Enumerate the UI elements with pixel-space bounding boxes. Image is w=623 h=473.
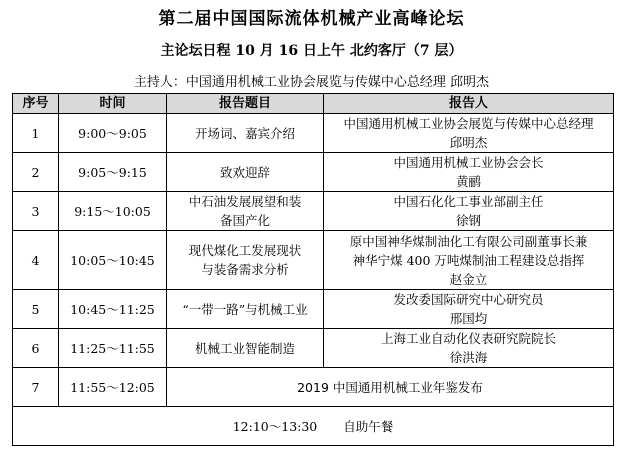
launch-text: 2019 中国通用机械工业年鉴发布 (167, 368, 614, 407)
speaker-line: 徐洪海 (449, 350, 488, 365)
header-speaker: 报告人 (324, 94, 614, 114)
row-topic (167, 290, 324, 329)
speaker-line: 原中国神华煤制油化工有限公司副董事长兼 (349, 233, 588, 249)
row-topic (167, 114, 324, 153)
topic-line: 与装备需求分析 (201, 262, 289, 277)
row-speaker (324, 329, 614, 368)
topic-line: 机械工业智能制造 (194, 340, 295, 356)
speaker-line: 中国通用机械工业协会展览与传媒中心总经理 (343, 116, 594, 131)
row-no: 1 (13, 114, 59, 153)
table-row (13, 329, 614, 368)
row-speaker (324, 114, 614, 153)
topic-line: 备国产化 (219, 213, 270, 228)
table-header-row (13, 94, 614, 114)
speaker-line: 邢国均 (449, 311, 488, 326)
row-time: 9:15～10:05 (59, 192, 167, 231)
table-row (13, 153, 614, 192)
speaker-line: 上海工业自动化仪表研究院院长 (380, 331, 556, 346)
row-time: 11:55～12:05 (59, 368, 167, 407)
agenda-table (12, 93, 614, 446)
speaker-line: 徐钢 (455, 213, 481, 228)
table-row (13, 231, 614, 290)
host-line: 主持人：中国通用机械工业协会展览与传媒中心总经理 邱明杰 (133, 75, 490, 90)
lunch-text: 自助午餐 (343, 418, 394, 434)
speaker-line: 中国通用机械工业协会会长 (393, 155, 544, 170)
row-topic (167, 329, 324, 368)
row-time: 9:00～9:05 (59, 114, 167, 153)
table-row (13, 114, 614, 153)
speaker-line: 黄鹂 (455, 174, 481, 189)
row-no: 2 (13, 153, 59, 192)
row-no: 3 (13, 192, 59, 231)
row-time: 9:05～9:15 (59, 153, 167, 192)
header-topic: 报告题目 (167, 94, 324, 114)
speaker-line: 发改委国际研究中心研究员 (393, 292, 544, 307)
row-speaker (324, 231, 614, 290)
topic-line: 现代煤化工发展现状 (188, 243, 302, 258)
row-no: 5 (13, 290, 59, 329)
topic-line: 致欢迎辞 (219, 164, 270, 180)
row-time: 10:45～11:25 (59, 290, 167, 329)
table-row (13, 192, 614, 231)
row-speaker (324, 290, 614, 329)
page-title: 第二届中国国际流体机械产业高峰论坛 (158, 9, 465, 29)
row-speaker (324, 192, 614, 231)
lunch-cell (13, 407, 614, 446)
table-row (13, 290, 614, 329)
lunch-time: 12:10～13:30 (232, 418, 318, 434)
speaker-line: 邱明杰 (449, 135, 488, 150)
row-time: 10:05～10:45 (59, 231, 167, 290)
topic-line: 中石油发展展望和装 (188, 194, 302, 209)
topic-line: “一带一路”与机械工业 (182, 301, 308, 317)
row-topic (167, 153, 324, 192)
row-speaker (324, 153, 614, 192)
header-time: 时间 (59, 94, 167, 114)
row-topic (167, 192, 324, 231)
topic-line: 开场词、嘉宾介绍 (194, 125, 295, 141)
lunch-row (13, 407, 614, 446)
speaker-line: 神华宁煤 400 万吨煤制油工程建设总指挥 (352, 252, 585, 268)
page-subtitle: 主论坛日程 10 月 16 日上午 北约客厅（7 层） (160, 43, 463, 59)
launch-row (13, 368, 614, 407)
row-no: 4 (13, 231, 59, 290)
speaker-line: 中国石化化工事业部副主任 (393, 194, 544, 209)
row-time: 11:25～11:55 (59, 329, 167, 368)
row-topic (167, 231, 324, 290)
row-no: 7 (13, 368, 59, 407)
header-no: 序号 (13, 94, 59, 114)
row-no: 6 (13, 329, 59, 368)
speaker-line: 赵金立 (449, 271, 488, 287)
